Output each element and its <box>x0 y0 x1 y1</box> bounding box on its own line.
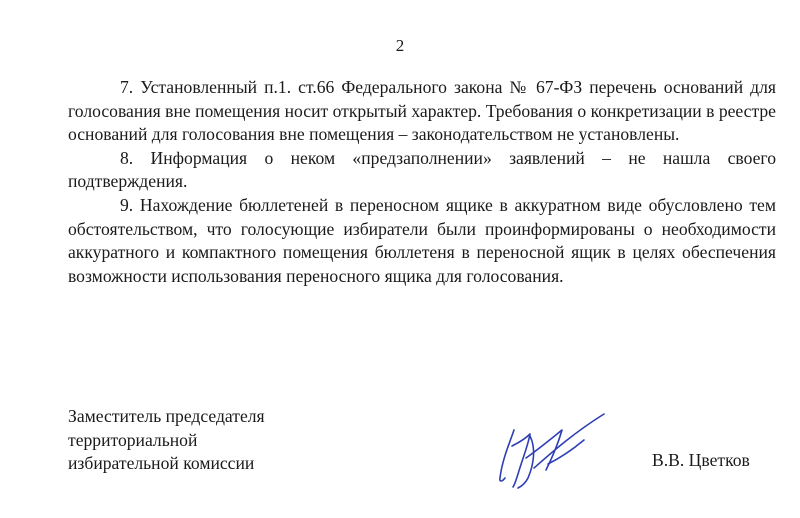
paragraph-7: 7. Установленный п.1. ст.66 Федерального закона № 67-ФЗ перечень оснований для голосования вне помещения носит открытый характер. Требования о конкретизации в реестре оснований для голосования вне помещения – законодательством не установлены. <box>68 77 776 145</box>
position-line: избирательной комиссии <box>68 453 255 473</box>
position-line: Заместитель председателя <box>68 406 265 426</box>
paragraph-9: 9. Нахождение бюллетеней в переносном ящике в аккуратном виде обусловлено тем обстоятельством, что голосующие избиратели были проинформированы о необходимости аккуратного и компактного помещения бюллетеня в переносной ящик в целях обеспечения возможности использования переносного ящика для голосования. <box>68 194 776 286</box>
page-number: 2 <box>395 36 405 55</box>
document-body <box>68 76 776 288</box>
signer-name: В.В. Цветков <box>652 450 750 470</box>
signatory-position <box>68 405 265 476</box>
paragraph-8: 8. Информация о неком «предзаполнении» заявлений – не нашла своего подтверждения. <box>68 147 776 192</box>
handwritten-signature <box>488 408 608 490</box>
position-line: территориальной <box>68 429 198 450</box>
